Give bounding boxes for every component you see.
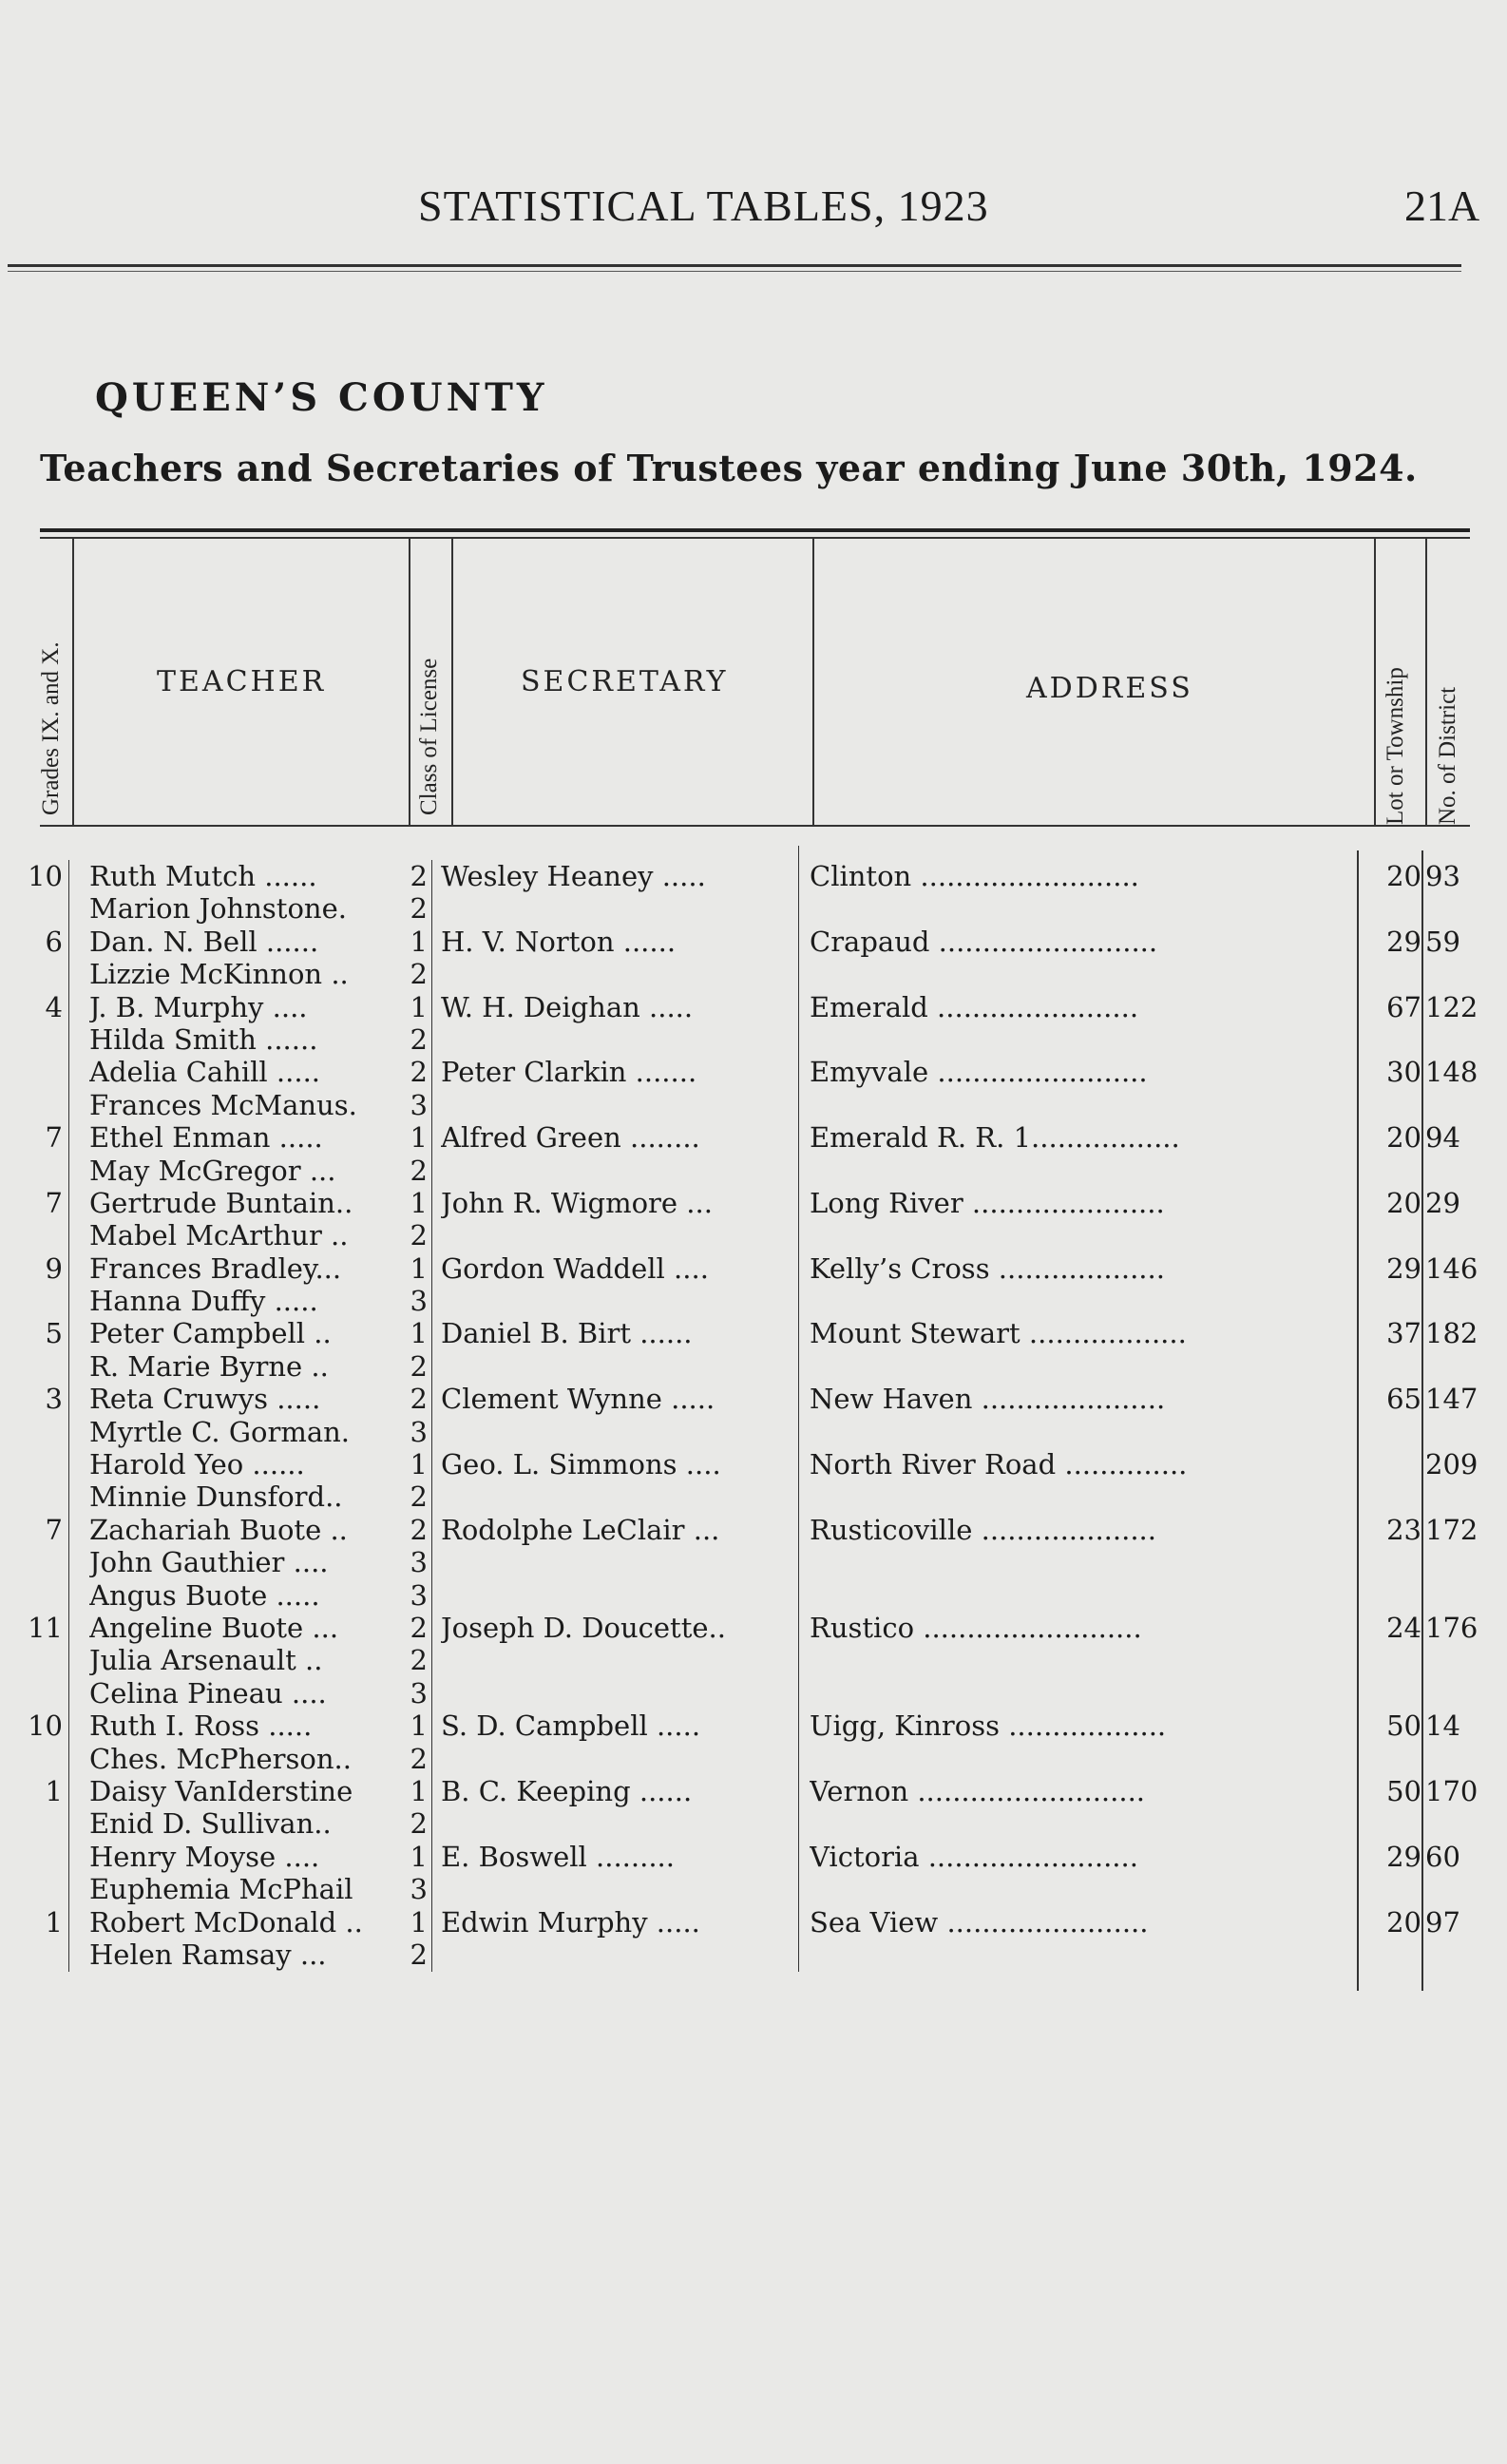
table-row <box>0 1023 1507 1056</box>
grade-cell: 6 <box>45 925 63 958</box>
address-cell: Rusticoville .................... <box>810 1513 1156 1546</box>
teacher-cell: Reta Cruwys ..... <box>89 1383 321 1416</box>
teacher-cell: Dan. N. Bell ...... <box>89 925 319 958</box>
grade-cell: 10 <box>28 1710 63 1743</box>
secretary-cell: Daniel B. Birt ...... <box>441 1317 693 1350</box>
divider-grades <box>72 538 74 825</box>
table-body <box>0 860 1507 1971</box>
lot-cell: 20 <box>1386 860 1421 892</box>
table-top-rule <box>40 528 1470 539</box>
class-cell: 2 <box>410 1022 428 1056</box>
teacher-cell: Celina Pineau .... <box>89 1676 327 1710</box>
class-cell: 2 <box>410 860 428 892</box>
table-row <box>0 1480 1507 1513</box>
class-cell: 2 <box>410 1349 428 1383</box>
class-cell: 1 <box>410 1251 428 1285</box>
class-cell: 2 <box>410 1644 428 1677</box>
teacher-cell: Helen Ramsay ... <box>89 1938 327 1971</box>
header-grades: Grades IX. and X. <box>38 641 64 815</box>
teacher-cell: Henry Moyse .... <box>89 1840 320 1873</box>
class-cell: 1 <box>410 1186 428 1219</box>
address-cell: Clinton ......................... <box>810 860 1139 892</box>
class-cell: 1 <box>410 1317 428 1350</box>
teacher-cell: Ches. McPherson.. <box>89 1742 352 1775</box>
table-subtitle: Teachers and Secretaries of Trustees year ending June 30th, 1924. <box>40 447 1418 489</box>
teacher-cell: Ethel Enman ..... <box>89 1121 323 1155</box>
lot-cell: 24 <box>1386 1611 1421 1644</box>
class-cell: 2 <box>410 1742 428 1775</box>
address-cell: Emyvale ........................ <box>810 1056 1148 1089</box>
address-cell: Rustico ......................... <box>810 1611 1142 1644</box>
class-cell: 2 <box>410 1611 428 1644</box>
class-cell: 2 <box>410 1154 428 1187</box>
page-number: 21A <box>1404 181 1480 230</box>
table-row <box>0 1056 1507 1088</box>
header-rule <box>8 264 1461 272</box>
teacher-cell: Enid D. Sullivan.. <box>89 1807 332 1841</box>
address-cell: New Haven ..................... <box>810 1383 1166 1416</box>
table-row <box>0 1514 1507 1546</box>
class-cell: 2 <box>410 1056 428 1089</box>
table-row <box>0 1187 1507 1219</box>
teacher-cell: Minnie Dunsford.. <box>89 1480 343 1514</box>
teacher-cell: Julia Arsenault .. <box>89 1644 323 1677</box>
secretary-cell: Wesley Heaney ..... <box>441 860 706 892</box>
lot-cell: 30 <box>1386 1056 1421 1089</box>
table-row <box>0 991 1507 1023</box>
secretary-cell: Rodolphe LeClair ... <box>441 1513 720 1546</box>
address-cell: Mount Stewart .................. <box>810 1317 1187 1350</box>
teacher-cell: Euphemia McPhail <box>89 1873 353 1906</box>
grade-cell: 4 <box>45 990 63 1023</box>
header-class: Class of License <box>416 658 442 815</box>
table-row <box>0 1416 1507 1448</box>
district-cell: 147 <box>1425 1383 1478 1416</box>
secretary-cell: H. V. Norton ...... <box>441 925 677 958</box>
table-row <box>0 1383 1507 1415</box>
class-cell: 2 <box>410 1219 428 1252</box>
table-row <box>0 958 1507 990</box>
address-cell: North River Road .............. <box>810 1448 1188 1481</box>
class-cell: 2 <box>410 1480 428 1514</box>
teacher-cell: Angeline Buote ... <box>89 1611 339 1644</box>
class-cell: 1 <box>410 990 428 1023</box>
teacher-cell: Myrtle C. Gorman. <box>89 1415 351 1448</box>
grade-cell: 7 <box>45 1121 63 1155</box>
table-row <box>0 1546 1507 1578</box>
teacher-cell: Harold Yeo ...... <box>89 1448 305 1481</box>
class-cell: 1 <box>410 925 428 958</box>
secretary-cell: W. H. Deighan ..... <box>441 990 694 1023</box>
address-cell: Vernon .......................... <box>810 1774 1146 1807</box>
address-cell: Emerald R. R. 1................. <box>810 1121 1180 1155</box>
grade-cell: 1 <box>45 1774 63 1807</box>
lot-cell: 20 <box>1386 1905 1421 1939</box>
teacher-cell: Adelia Cahill ..... <box>89 1056 321 1089</box>
table-row <box>0 1219 1507 1251</box>
address-cell: Kelly’s Cross ................... <box>810 1251 1165 1285</box>
teacher-cell: Ruth I. Ross ..... <box>89 1710 313 1743</box>
secretary-cell: S. D. Campbell ..... <box>441 1710 701 1743</box>
grade-cell: 10 <box>28 860 63 892</box>
table-row <box>0 1710 1507 1742</box>
district-cell: 148 <box>1425 1056 1478 1089</box>
table-row <box>0 1612 1507 1644</box>
district-cell: 59 <box>1425 925 1460 958</box>
address-cell: Crapaud ......................... <box>810 925 1158 958</box>
grade-cell: 11 <box>28 1611 63 1644</box>
class-cell: 3 <box>410 1546 428 1579</box>
secretary-cell: B. C. Keeping ...... <box>441 1774 693 1807</box>
teacher-cell: May McGregor ... <box>89 1154 336 1187</box>
district-cell: 209 <box>1425 1448 1478 1481</box>
lot-cell: 20 <box>1386 1121 1421 1155</box>
district-cell: 172 <box>1425 1513 1478 1546</box>
lot-cell: 23 <box>1386 1513 1421 1546</box>
table-row <box>0 1775 1507 1807</box>
table-row <box>0 1089 1507 1121</box>
secretary-cell: John R. Wigmore ... <box>441 1186 713 1219</box>
lot-cell: 50 <box>1386 1774 1421 1807</box>
lot-cell: 29 <box>1386 1251 1421 1285</box>
class-cell: 2 <box>410 1938 428 1971</box>
secretary-cell: Gordon Waddell .... <box>441 1251 709 1285</box>
divider-teacher <box>409 538 410 825</box>
grade-cell: 7 <box>45 1513 63 1546</box>
district-cell: 146 <box>1425 1251 1478 1285</box>
header-teacher: TEACHER <box>157 665 327 698</box>
table-row <box>0 1155 1507 1187</box>
class-cell: 3 <box>410 1415 428 1448</box>
secretary-cell: Clement Wynne ..... <box>441 1383 715 1416</box>
table-row <box>0 1939 1507 1971</box>
class-cell: 2 <box>410 892 428 926</box>
table-row <box>0 1579 1507 1612</box>
teacher-cell: Marion Johnstone. <box>89 892 347 926</box>
class-cell: 1 <box>410 1121 428 1155</box>
divider-secretary <box>812 538 814 825</box>
teacher-cell: Gertrude Buntain.. <box>89 1186 353 1219</box>
district-cell: 170 <box>1425 1774 1478 1807</box>
class-cell: 2 <box>410 1807 428 1841</box>
table-row <box>0 1644 1507 1676</box>
teacher-cell: Frances McManus. <box>89 1088 357 1121</box>
county-title: QUEEN’S COUNTY <box>95 375 548 420</box>
table-row <box>0 1677 1507 1710</box>
address-cell: Sea View ....................... <box>810 1905 1149 1939</box>
table-row <box>0 1807 1507 1840</box>
teacher-cell: Lizzie McKinnon .. <box>89 958 349 991</box>
lot-cell: 37 <box>1386 1317 1421 1350</box>
district-cell: 94 <box>1425 1121 1460 1155</box>
header-address: ADDRESS <box>1026 672 1193 705</box>
table-row <box>0 1873 1507 1905</box>
table-row <box>0 1252 1507 1285</box>
teacher-cell: Hilda Smith ...... <box>89 1022 318 1056</box>
teacher-cell: John Gauthier .... <box>89 1546 329 1579</box>
teacher-cell: Angus Buote ..... <box>89 1578 320 1612</box>
table-row <box>0 1121 1507 1154</box>
table-row <box>0 926 1507 958</box>
table-row <box>0 1841 1507 1873</box>
address-cell: Victoria ........................ <box>810 1840 1138 1873</box>
class-cell: 2 <box>410 1383 428 1416</box>
lot-cell: 67 <box>1386 990 1421 1023</box>
teacher-cell: Daisy VanIderstine <box>89 1774 353 1807</box>
teacher-cell: Frances Bradley... <box>89 1251 342 1285</box>
table-row <box>0 1350 1507 1383</box>
teacher-cell: Hanna Duffy ..... <box>89 1285 318 1318</box>
district-cell: 60 <box>1425 1840 1460 1873</box>
class-cell: 3 <box>410 1285 428 1318</box>
district-cell: 176 <box>1425 1611 1478 1644</box>
table-row <box>0 1448 1507 1480</box>
district-cell: 93 <box>1425 860 1460 892</box>
secretary-cell: Alfred Green ........ <box>441 1121 700 1155</box>
table-head-rule <box>40 825 1470 827</box>
lot-cell: 29 <box>1386 1840 1421 1873</box>
divider-class <box>451 538 453 825</box>
district-cell: 97 <box>1425 1905 1460 1939</box>
teacher-cell: R. Marie Byrne .. <box>89 1349 329 1383</box>
divider-lot <box>1425 538 1427 825</box>
teacher-cell: Ruth Mutch ...... <box>89 860 317 892</box>
secretary-cell: Geo. L. Simmons .... <box>441 1448 721 1481</box>
table-row <box>0 1906 1507 1939</box>
lot-cell: 65 <box>1386 1383 1421 1416</box>
grade-cell: 5 <box>45 1317 63 1350</box>
address-cell: Emerald ....................... <box>810 990 1139 1023</box>
secretary-cell: Peter Clarkin ....... <box>441 1056 697 1089</box>
class-cell: 1 <box>410 1448 428 1481</box>
class-cell: 1 <box>410 1905 428 1939</box>
lot-cell: 29 <box>1386 925 1421 958</box>
class-cell: 3 <box>410 1578 428 1612</box>
class-cell: 2 <box>410 1513 428 1546</box>
page-header <box>0 181 1507 238</box>
grade-cell: 3 <box>45 1383 63 1416</box>
teacher-cell: Peter Campbell .. <box>89 1317 332 1350</box>
class-cell: 2 <box>410 958 428 991</box>
class-cell: 3 <box>410 1873 428 1906</box>
class-cell: 3 <box>410 1088 428 1121</box>
running-title: STATISTICAL TABLES, 1923 <box>418 181 989 230</box>
secretary-cell: Joseph D. Doucette.. <box>441 1611 726 1644</box>
grade-cell: 7 <box>45 1186 63 1219</box>
header-secretary: SECRETARY <box>521 665 729 698</box>
table-row <box>0 1743 1507 1775</box>
district-cell: 182 <box>1425 1317 1478 1350</box>
class-cell: 1 <box>410 1774 428 1807</box>
header-lot: Lot or Township <box>1383 667 1408 825</box>
class-cell: 3 <box>410 1676 428 1710</box>
teacher-cell: J. B. Murphy .... <box>89 990 308 1023</box>
address-cell: Uigg, Kinross .................. <box>810 1710 1167 1743</box>
table-row <box>0 892 1507 925</box>
secretary-cell: Edwin Murphy ..... <box>441 1905 700 1939</box>
divider-address <box>1374 538 1376 825</box>
address-cell: Long River ...................... <box>810 1186 1165 1219</box>
table-row <box>0 1317 1507 1349</box>
grade-cell: 9 <box>45 1251 63 1285</box>
lot-cell: 50 <box>1386 1710 1421 1743</box>
class-cell: 1 <box>410 1710 428 1743</box>
secretary-cell: E. Boswell ......... <box>441 1840 675 1873</box>
table-row <box>0 860 1507 892</box>
lot-cell: 20 <box>1386 1186 1421 1219</box>
class-cell: 1 <box>410 1840 428 1873</box>
district-cell: 122 <box>1425 990 1478 1023</box>
header-district: No. of District <box>1435 686 1460 825</box>
district-cell: 29 <box>1425 1186 1460 1219</box>
teacher-cell: Mabel McArthur .. <box>89 1219 349 1252</box>
teacher-cell: Zachariah Buote .. <box>89 1513 348 1546</box>
grade-cell: 1 <box>45 1905 63 1939</box>
teacher-cell: Robert McDonald .. <box>89 1905 363 1939</box>
district-cell: 14 <box>1425 1710 1460 1743</box>
table-row <box>0 1285 1507 1317</box>
